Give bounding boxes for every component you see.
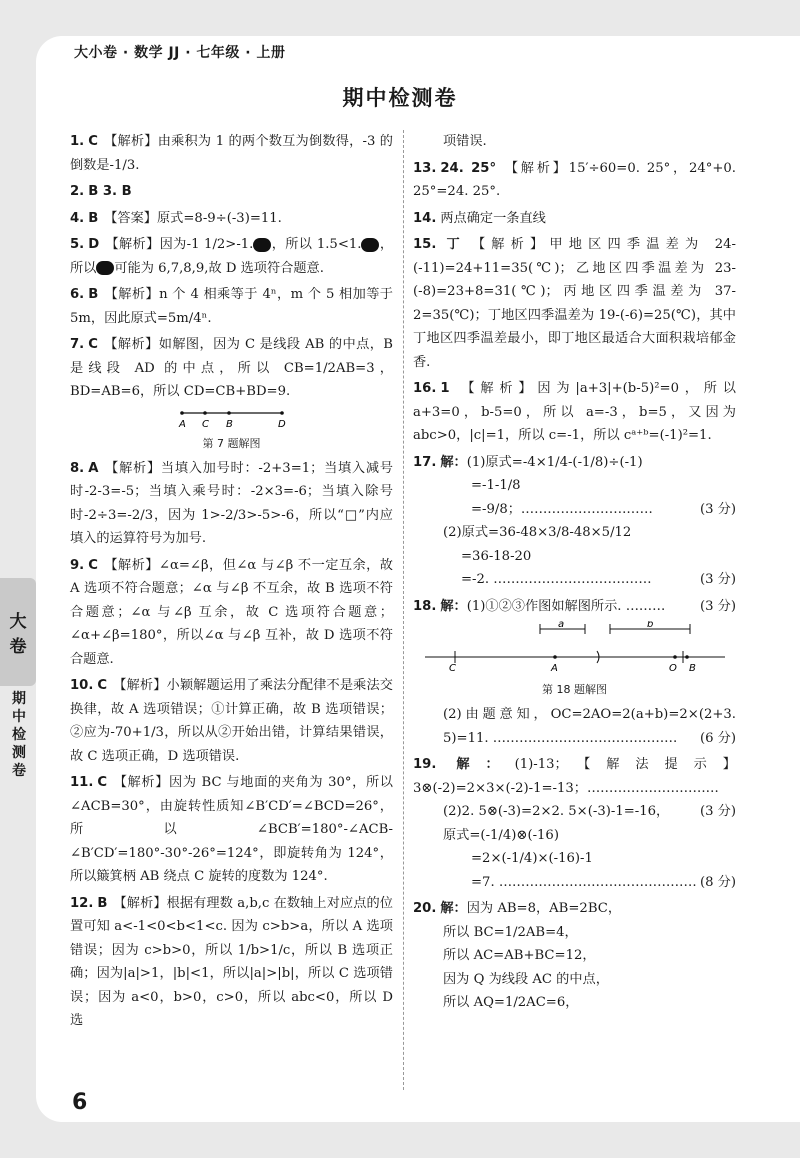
answer-q19: 19. 解：(1)-13；【解法提示】3⊗(-2)=2×3×(-2)-1=-13；………………………… (3 分) (2)2. 5⊗(-3)=2×2. 5×(-3)-1=-16， 原式=(-1/4)⊗(-16) =2×(-1/4)×(-16)-1 =7. ……………………………………… (8 分)	[413, 757, 736, 890]
point-label-b: B	[688, 663, 696, 674]
answer-q16: 16. 1 【解析】因为|a+3|+(b-5)²=0，所以 a+3=0，b-5=0，所以 a=-3，b=5，又因为 abc>0，|c|=1，所以 c=-1，所以 cᵃ⁺ᵇ=(-1)²=1.	[413, 381, 736, 443]
number-line-diagram	[425, 621, 725, 679]
answer-q17: 17. 解：(1)原式=-4×1/4-(-1/8)÷(-1) =-1-1/8 =-9/8；………………………… (3 分) (2)原式=36-48×3/8-48×5/12 =36-18-20 =-2. ……………………………… (3 分)	[413, 454, 736, 587]
answer-q5: 5. D 【解析】因为-1 1/2>-1. ，所以 1.5<1. ，所以 可能为 6,7,8,9,故 D 选项符合题意.	[70, 237, 394, 276]
answer-q2: 2. B 3. B	[70, 184, 132, 199]
answer-q8: 8. A 【解析】当填入加号时：-2+3=1；当填入减号时-2-3=-5；当填入乘号时：-2×3=-6；当填入除号时-2÷3=-2/3，因为 1>-2/3>-5>-6，所以“□”内应填入的运算符号为加号.	[70, 460, 393, 546]
right-column	[413, 130, 736, 1018]
point-label-a: A	[178, 418, 186, 430]
side-tab-char-1: 大	[9, 612, 27, 632]
point-label-b: B	[225, 418, 233, 430]
ink-blot	[361, 238, 379, 252]
side-section-label: 期中检测卷	[12, 691, 26, 779]
answer-q12: 12. B 【解析】根据有理数 a,b,c 在数轴上对应点的位置可知 a<-1<0<b<1<c. 因为 c>b>a，所以 A 选项错误；因为 c>b>0，所以 1/b>1/c，所以 B 选项正确；因为|a|>1，|b|<1，所以|a|>|b|，所以 C 选项错误；因为 a<0，b>0，c>0，所以 abc<0，所以 D 选	[70, 895, 393, 1028]
answer-q13: 13. 24. 25° 【解析】15′÷60=0. 25°，24°+0. 25°=24. 25°.	[413, 160, 737, 199]
answer-q4: 4. B 【答案】原式=8-9÷(-3)=11.	[70, 210, 282, 226]
answer-q12-continued: 项错误.	[443, 134, 487, 149]
running-header: 大小卷 · 数学 JJ · 七年级 · 上册	[74, 45, 286, 61]
answer-q6: 6. B 【解析】n 个 4 相乘等于 4ⁿ，m 个 5 相加等于 5m，因此原式=5m/4ⁿ.	[70, 287, 393, 326]
ink-blot	[253, 238, 271, 252]
answer-q9: 9. C 【解析】∠α=∠β，但∠α 与∠β 不一定互余，故 A 选项不符合题意；∠α 与∠β 不互余，故 B 选项不符合题意；∠α 与∠β 互余，故 C 选项符合题意；∠α+∠β=180°，所以∠α 与∠β 互补，故 D 选项不符合题意.	[70, 557, 393, 667]
figure-q7	[70, 407, 393, 451]
point-label-c: C	[201, 418, 209, 430]
segment-label-a: a	[557, 621, 564, 630]
side-tab	[0, 578, 36, 686]
point-label-d: D	[277, 418, 286, 430]
answer-q10: 10. C 【解析】小颖解题运用了乘法分配律不是乘法交换律，故 A 选项错误；①计算正确，故 B 选项错误；②应为-70+1/3，所以从②开始出错，计算结果错误，故 C 选项正确，D 选项错误.	[70, 678, 393, 764]
point-label-c: C	[448, 663, 456, 674]
point-label-o: O	[668, 663, 677, 674]
answer-q1: 1. C 【解析】由乘积为 1 的两个数互为倒数得，-3 的倒数是-1/3.	[70, 134, 393, 173]
column-divider	[403, 130, 404, 1090]
page-title: 期中检测卷	[342, 86, 458, 110]
figure-caption: 第 7 题解图	[202, 436, 261, 450]
answer-q15: 15. 丁 【解析】甲地区四季温差为 24-(-11)=24+11=35(℃)；乙地区四季温差为 23-(-8)=23+8=31(℃)；丙地区四季温差为 37-2=35(℃)；丁地区四季温差为 19-(-6)=25(℃)，其中丁地区四季温差最小，即丁地区最适合大面积栽培郁金香.	[413, 237, 736, 370]
line-segment-diagram	[172, 407, 292, 433]
left-column	[70, 130, 393, 1036]
point-label-a: A	[550, 663, 558, 674]
answer-q11: 11. C 【解析】因为 BC 与地面的夹角为 30°，所以∠ACB=30°，由旋转性质知∠B′CD′=∠BCD=26°，所以∠BCB′=180°-∠ACB-∠B′CD′=180°-30°-26°=124°，即旋转角为 124°，所以簸箕柄 AB 绕点 C 旋转的度数为 124°.	[70, 775, 393, 884]
answer-q18: 18. 解：(1)①②③作图如解图所示. ……… (3 分) a b C A O B 第 18 题解图 (2)由题意知，OC=2AO=2(a+b)=2×(2+3. 5)=11. …………………………………… (6 分)	[413, 598, 736, 746]
ink-blot	[96, 261, 114, 275]
figure-q18	[413, 621, 736, 697]
page-number: 6	[72, 1090, 88, 1115]
segment-label-b: b	[646, 621, 653, 630]
answer-q7: 7. C 【解析】如解图，因为 C 是线段 AB 的中点，B 是线段 AD 的中点，所以 CB=1/2AB=3，BD=AB=6，所以 CD=CB+BD=9.	[70, 337, 393, 399]
answer-q20: 20. 解：因为 AB=8，AB=2BC， 所以 BC=1/2AB=4， 所以 AC=AB+BC=12， 因为 Q 为线段 AC 的中点， 所以 AQ=1/2AC=6，	[413, 901, 622, 1010]
side-tab-char-2: 卷	[9, 637, 27, 657]
answer-q14: 14. 两点确定一条直线	[413, 210, 546, 226]
figure-caption: 第 18 题解图	[542, 683, 607, 696]
